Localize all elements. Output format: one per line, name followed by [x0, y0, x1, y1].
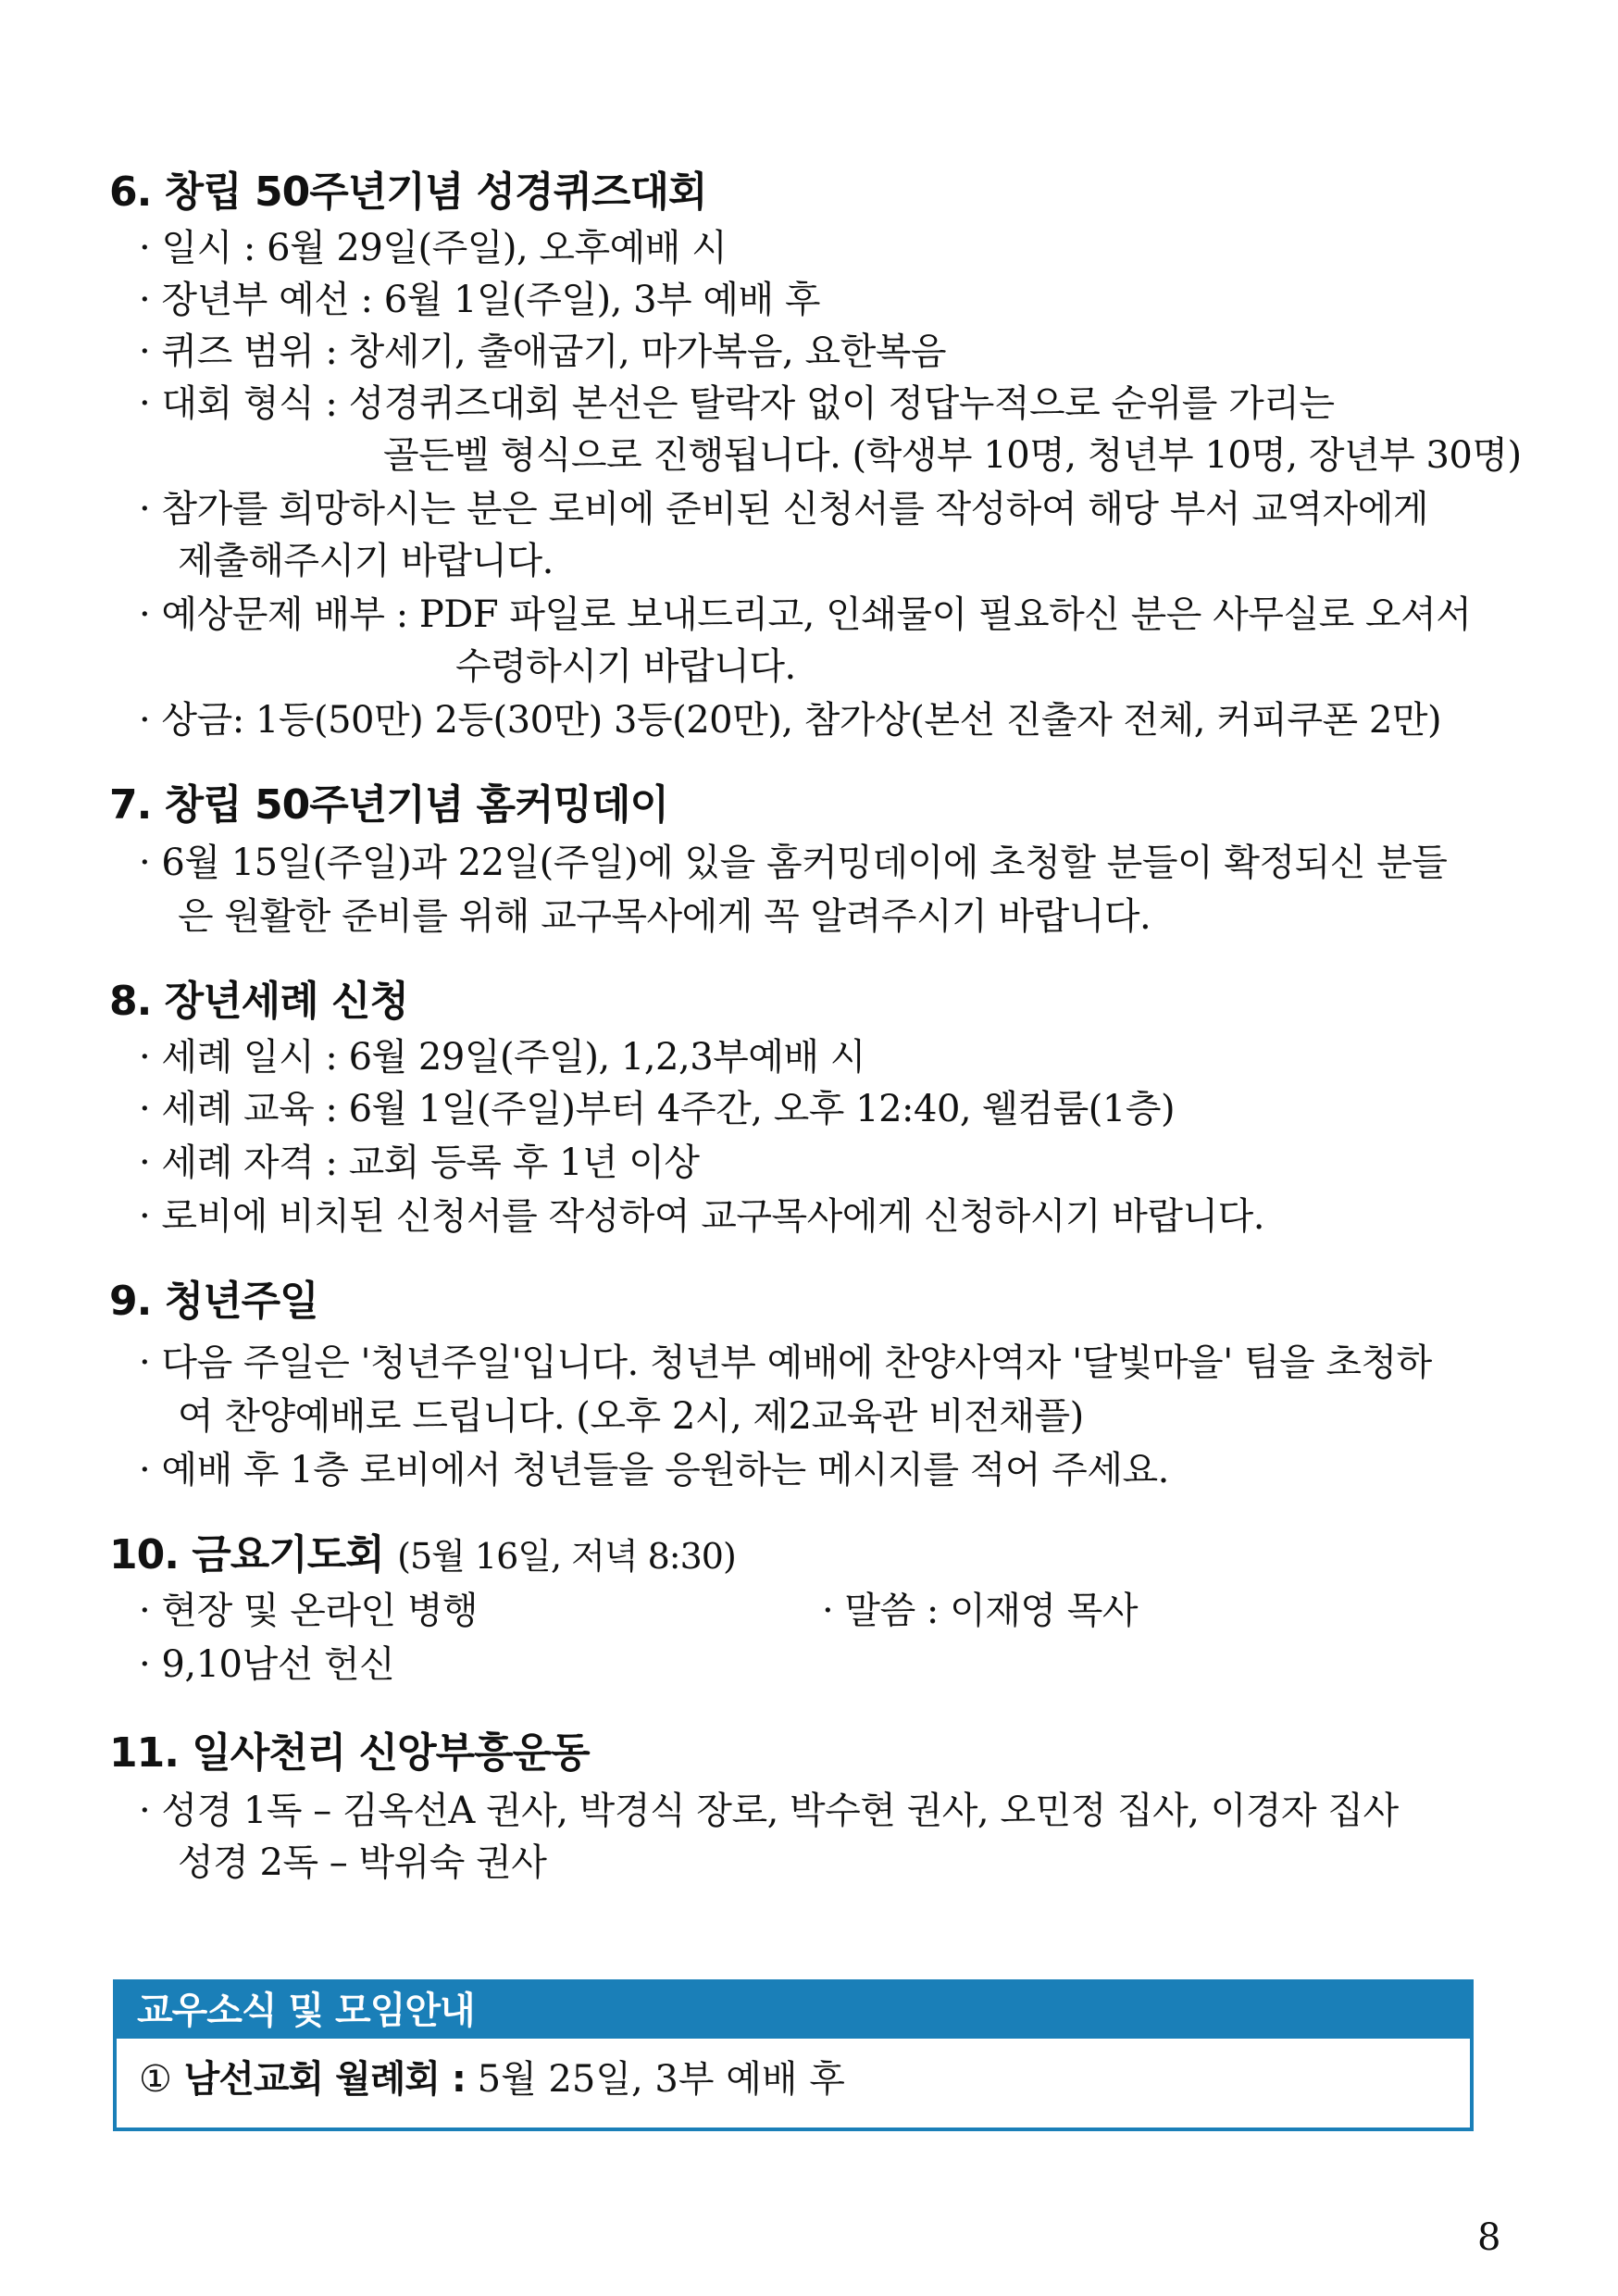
homecoming-notice-cont: 은 원활한 준비를 위해 교구목사에게 꼭 알려주시기 바랍니다.: [178, 895, 1151, 938]
quiz-format: · 대회 형식 : 성경퀴즈대회 본선은 탈락자 없이 정답누적으로 순위를 가리는: [139, 382, 1335, 425]
quiz-sample-questions-cont: 수령하시기 바랍니다.: [455, 645, 796, 688]
baptism-date: · 세례 일시 : 6월 29일(주일), 1,2,3부예배 시: [139, 1036, 865, 1079]
youth-sunday-notice: · 다음 주일은 '청년주일'입니다. 청년부 예배에 찬양사역자 '달빛마을' 팀을 초청하: [139, 1341, 1432, 1384]
member-news-header: 교우소식 및 모임안내: [117, 1983, 1470, 2039]
member-news-box: [113, 1979, 1474, 2131]
friday-prayer-format: · 현장 및 온라인 병행: [139, 1590, 479, 1632]
quiz-format-cont: 골든벨 형식으로 진행됩니다. (학생부 10명, 청년부 10명, 장년부 30명): [383, 434, 1522, 477]
section-9-title: 9. 청년주일: [109, 1278, 318, 1325]
quiz-date: · 일시 : 6월 29일(주일), 오후예배 시: [139, 227, 728, 269]
quiz-sample-questions: · 예상문제 배부 : PDF 파일로 보내드리고, 인쇄물이 필요하신 분은 사무실로 오셔서: [139, 593, 1472, 636]
bible-reading-1: · 성경 1독 – 김옥선A 권사, 박경식 장로, 박수현 권사, 오민정 집사, 이경자 집사: [139, 1790, 1399, 1832]
item-text: 5월 25일, 3부 예배 후: [477, 2058, 845, 2101]
section-10-title: [109, 1529, 736, 1582]
bible-reading-2: 성경 2독 – 박위숙 권사: [178, 1841, 547, 1884]
item-label: 남선교회 월례회 :: [183, 2058, 466, 2101]
section-6-title: 6. 창립 50주년기념 성경퀴즈대회: [109, 168, 707, 216]
quiz-scope: · 퀴즈 범위 : 창세기, 출애굽기, 마가복음, 요한복음: [139, 331, 946, 373]
friday-prayer-dedication: · 9,10남선 헌신: [139, 1643, 395, 1686]
quiz-application: · 참가를 희망하시는 분은 로비에 준비된 신청서를 작성하여 해당 부서 교역자에게: [139, 488, 1428, 530]
item-number-marker: ①: [139, 2058, 172, 2101]
quiz-application-cont: 제출해주시기 바랍니다.: [178, 540, 554, 582]
section-11-title: 11. 일사천리 신앙부흥운동: [109, 1729, 590, 1777]
baptism-eligibility: · 세례 자격 : 교회 등록 후 1년 이상: [139, 1142, 700, 1184]
youth-sunday-message: · 예배 후 1층 로비에서 청년들을 응원하는 메시지를 적어 주세요.: [139, 1449, 1169, 1491]
page-number: 8: [1477, 2216, 1501, 2259]
baptism-education: · 세례 교육 : 6월 1일(주일)부터 4주간, 오후 12:40, 웰컴룸(1층): [139, 1088, 1176, 1130]
quiz-preliminary: · 장년부 예선 : 6월 1일(주일), 3부 예배 후: [139, 279, 821, 321]
section-8-title: 8. 장년세례 신청: [109, 978, 408, 1025]
quiz-prizes: · 상금: 1등(50만) 2등(30만) 3등(20만), 참가상(본선 진출자 전체, 커피쿠폰 2만): [139, 699, 1442, 742]
section-10-schedule: (5월 16일, 저녁 8:30): [397, 1536, 736, 1577]
member-news-item: [139, 2052, 845, 2107]
baptism-application: · 로비에 비치된 신청서를 작성하여 교구목사에게 신청하시기 바랍니다.: [139, 1195, 1264, 1238]
youth-sunday-notice-cont: 여 찬양예배로 드립니다. (오후 2시, 제2교육관 비전채플): [178, 1395, 1084, 1438]
homecoming-notice: · 6월 15일(주일)과 22일(주일)에 있을 홈커밍데이에 초청할 분들이 확정되신 분들: [139, 842, 1448, 884]
section-10-title-text: 10. 금요기도회: [109, 1531, 384, 1578]
friday-prayer-preacher: · 말씀 : 이재영 목사: [822, 1590, 1139, 1632]
section-7-title: 7. 창립 50주년기념 홈커밍데이: [109, 781, 669, 829]
